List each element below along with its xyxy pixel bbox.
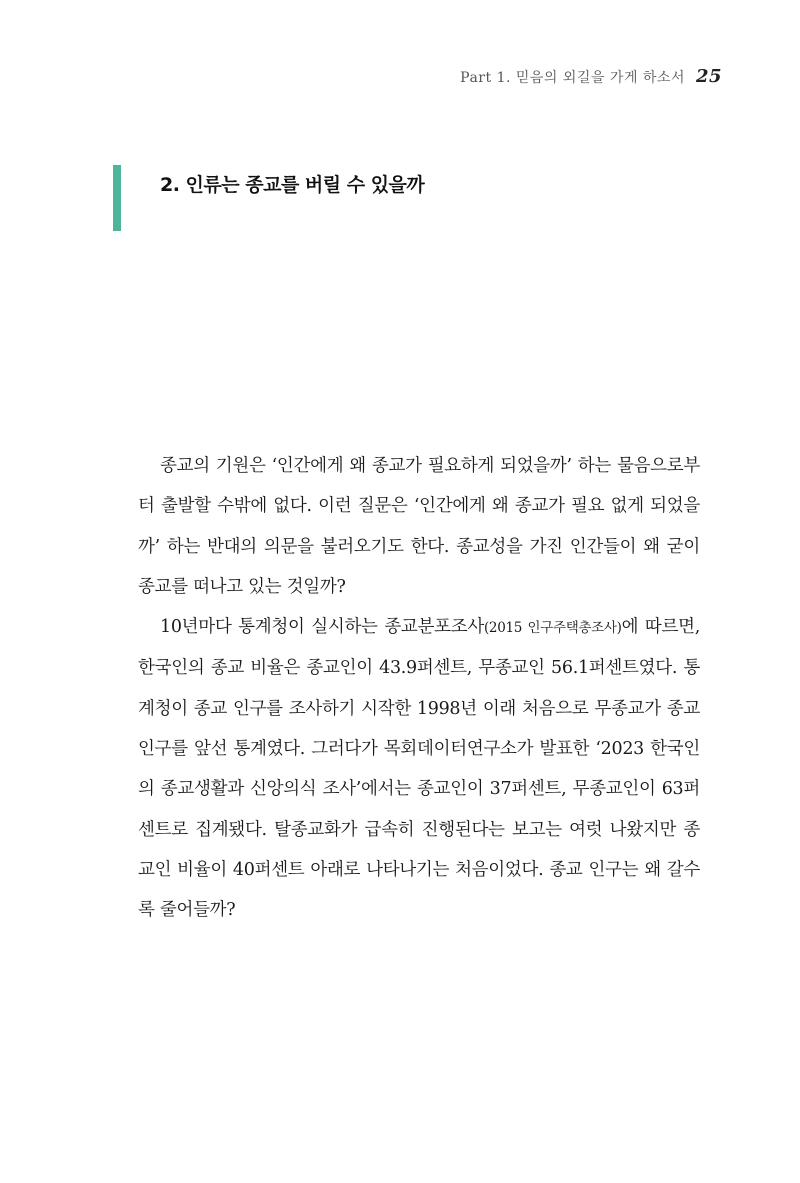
paragraph-text: 10년마다 통계청이 실시하는 종교분포조사 <box>160 617 484 638</box>
body-text <box>138 446 700 931</box>
running-title: Part 1. 믿음의 외길을 가게 하소서 <box>460 70 685 86</box>
paragraph <box>138 607 700 930</box>
parenthetical-note: (2015 인구주택총조사) <box>483 620 622 637</box>
page-number: 25 <box>695 66 722 87</box>
running-header <box>460 66 722 87</box>
paragraph-text: 종교의 기원은 ‘인간에게 왜 종교가 필요하게 되었을까’ 하는 물음으로부터 출발할 수밖에 없다. 이런 질문은 ‘인간에게 왜 종교가 필요 없게 되었을까’ 하는 반대의 의문을 불러오기도 한다. 종교성을 가진 인간들이 왜 굳이 종교를 떠나고 있는 것일까? <box>138 456 700 597</box>
paragraph <box>138 446 700 607</box>
section-accent-bar <box>113 165 121 231</box>
paragraph-text: 에 따르면, 한국인의 종교 비율은 종교인이 43.9퍼센트, 무종교인 56.1퍼센트였다. 통계청이 종교 인구를 조사하기 시작한 1998년 이래 처음으로 무종교가 종교 인구를 앞선 통계였다. 그러다가 목회데이터연구소가 발표한 ‘2023 한국인의 종교생활과 신앙의식 조사’에서는 종교인이 37퍼센트, 무종교인이 63퍼센트로 집계됐다. 탈종교화가 급속히 진행된다는 보고는 여럿 나왔지만 종교인 비율이 40퍼센트 아래로 나타나기는 처음이었다. 종교 인구는 왜 갈수록 줄어들까? <box>138 617 700 921</box>
section-title: 2. 인류는 종교를 버릴 수 있을까 <box>160 174 425 196</box>
